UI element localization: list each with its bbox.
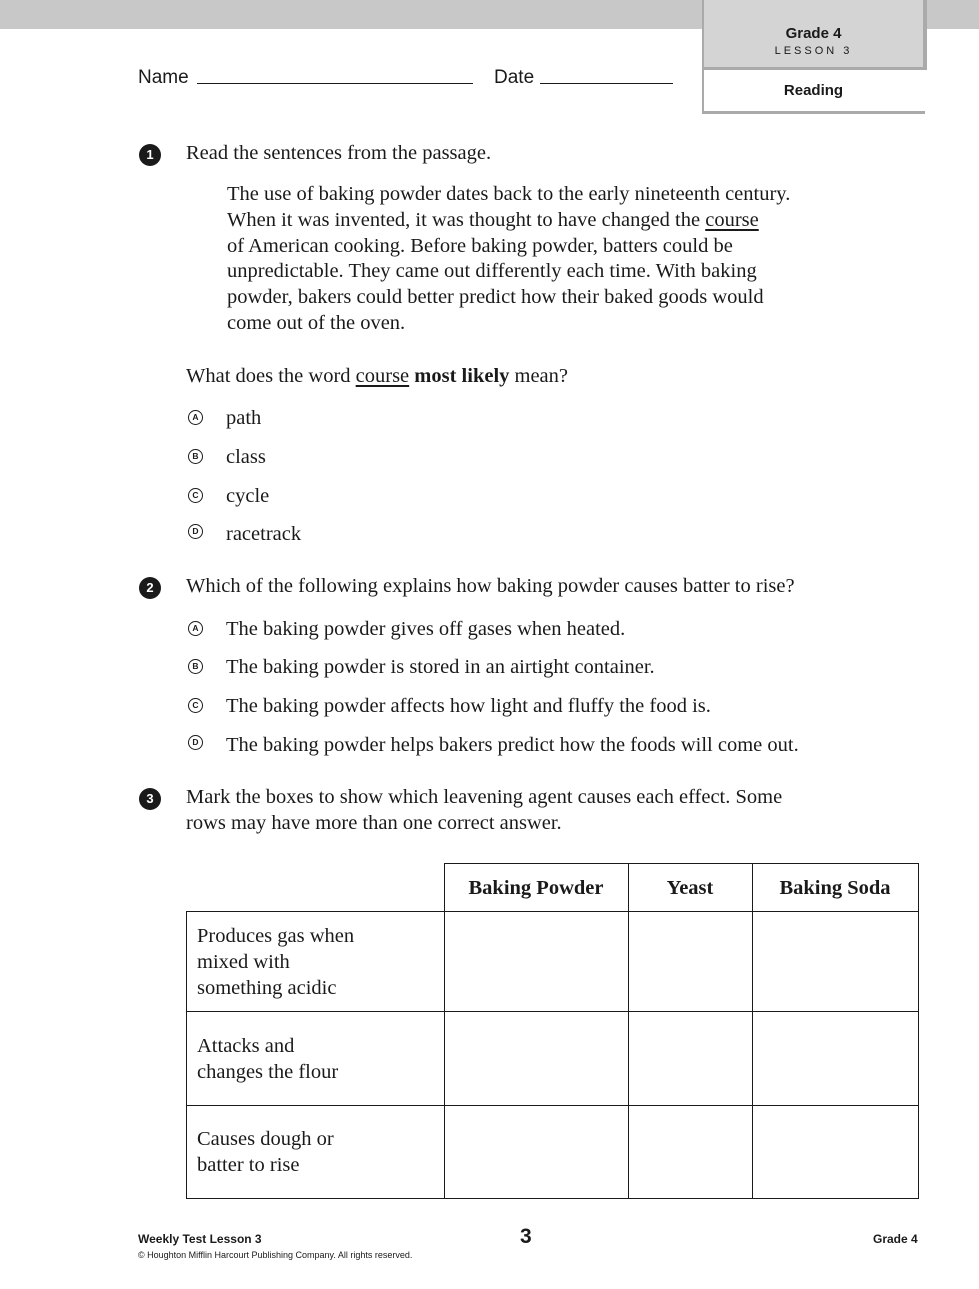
question-1-text bbox=[186, 363, 568, 389]
row-label-line: Attacks and bbox=[197, 1034, 295, 1057]
row-label-line: batter to rise bbox=[197, 1154, 300, 1176]
prompt-line: rows may have more than one correct answer. bbox=[186, 812, 562, 834]
answer-box[interactable] bbox=[752, 912, 918, 1012]
subject-tab bbox=[702, 70, 925, 114]
lesson-tab bbox=[702, 0, 925, 113]
answer-bubble-a[interactable]: A bbox=[188, 621, 203, 636]
passage-excerpt bbox=[227, 182, 790, 337]
answer-choice: The baking powder is stored in an airtight container. bbox=[226, 656, 655, 678]
name-field[interactable] bbox=[197, 83, 473, 84]
row-label-line: something acidic bbox=[197, 976, 337, 999]
footer-test-title: Weekly Test Lesson 3 bbox=[138, 1232, 262, 1246]
passage-line: The use of baking powder dates back to the early nineteenth century. bbox=[227, 183, 791, 205]
row-label-line: mixed with bbox=[197, 950, 290, 973]
date-label: Date bbox=[494, 67, 535, 88]
question-number-1: 1 bbox=[139, 144, 161, 166]
answer-box[interactable] bbox=[444, 1106, 628, 1199]
row-label-line: Causes dough or bbox=[197, 1128, 334, 1150]
answer-choice: path bbox=[226, 407, 262, 429]
answer-choice: The baking powder gives off gases when heated. bbox=[226, 618, 626, 640]
footer-copyright: © Houghton Mifflin Harcourt Publishing Company. All rights reserved. bbox=[138, 1250, 413, 1260]
underlined-word: course bbox=[705, 208, 759, 231]
passage-text: When it was invented, it was thought to have changed the bbox=[227, 208, 706, 231]
answer-bubble-b[interactable]: B bbox=[188, 449, 203, 464]
passage-line: powder, bakers could better predict how their baked goods would bbox=[227, 286, 764, 309]
subject-label: Reading bbox=[783, 82, 844, 99]
answer-bubble-d[interactable]: D bbox=[188, 524, 203, 539]
row-label-line: changes the flour bbox=[197, 1060, 339, 1083]
answer-box[interactable] bbox=[752, 1012, 918, 1106]
question-3-prompt bbox=[186, 784, 782, 836]
question-2-prompt: Which of the following explains how baking powder causes batter to rise? bbox=[186, 575, 795, 597]
grade-label: Grade 4 bbox=[785, 25, 842, 42]
question-text: What does the word bbox=[186, 365, 356, 387]
answer-choice: racetrack bbox=[226, 523, 302, 545]
passage-line: unpredictable. They came out differently each time. With baking bbox=[227, 260, 757, 283]
question-number-3: 3 bbox=[139, 788, 161, 810]
answer-bubble-c[interactable]: C bbox=[188, 698, 203, 713]
question-text: mean? bbox=[509, 365, 569, 387]
emphasis-text: most likely bbox=[414, 365, 510, 387]
date-field[interactable] bbox=[540, 83, 673, 84]
empty-corner-cell bbox=[187, 864, 445, 912]
answer-table bbox=[186, 863, 919, 1199]
answer-choice: The baking powder helps bakers predict how the foods will come out. bbox=[226, 734, 799, 756]
answer-bubble-c[interactable]: C bbox=[188, 488, 203, 503]
answer-box[interactable] bbox=[628, 1106, 752, 1199]
lesson-label: LESSON 3 bbox=[774, 45, 853, 57]
answer-bubble-d[interactable]: D bbox=[188, 735, 203, 750]
column-header: Baking Powder bbox=[444, 864, 628, 912]
passage-line: come out of the oven. bbox=[227, 311, 406, 334]
prompt-line: Mark the boxes to show which leavening agent causes each effect. Some bbox=[186, 786, 783, 808]
answer-box[interactable] bbox=[444, 1012, 628, 1106]
passage-line: of American cooking. Before baking powder, batters could be bbox=[227, 234, 733, 257]
table-header-row bbox=[187, 864, 919, 912]
row-label bbox=[187, 912, 445, 1012]
page-number: 3 bbox=[520, 1225, 532, 1248]
answer-bubble-b[interactable]: B bbox=[188, 659, 203, 674]
answer-choice: cycle bbox=[226, 485, 270, 507]
answer-box[interactable] bbox=[444, 912, 628, 1012]
table-row bbox=[187, 1106, 919, 1199]
answer-box[interactable] bbox=[628, 912, 752, 1012]
question-number-2: 2 bbox=[139, 577, 161, 599]
name-label: Name bbox=[138, 67, 189, 88]
question-1-prompt: Read the sentences from the passage. bbox=[186, 142, 492, 164]
grade-tab bbox=[702, 0, 927, 70]
column-header: Baking Soda bbox=[752, 864, 918, 912]
answer-box[interactable] bbox=[752, 1106, 918, 1199]
answer-choice: class bbox=[226, 446, 266, 468]
underlined-word: course bbox=[355, 365, 410, 387]
row-label-line: Produces gas when bbox=[197, 924, 355, 947]
table-row bbox=[187, 1012, 919, 1106]
answer-bubble-a[interactable]: A bbox=[188, 410, 203, 425]
row-label bbox=[187, 1106, 445, 1199]
row-label bbox=[187, 1012, 445, 1106]
answer-choice: The baking powder affects how light and fluffy the food is. bbox=[226, 695, 711, 717]
answer-box[interactable] bbox=[628, 1012, 752, 1106]
table-row bbox=[187, 912, 919, 1012]
passage-line bbox=[227, 208, 790, 234]
footer-grade: Grade 4 bbox=[873, 1232, 918, 1246]
column-header: Yeast bbox=[628, 864, 752, 912]
